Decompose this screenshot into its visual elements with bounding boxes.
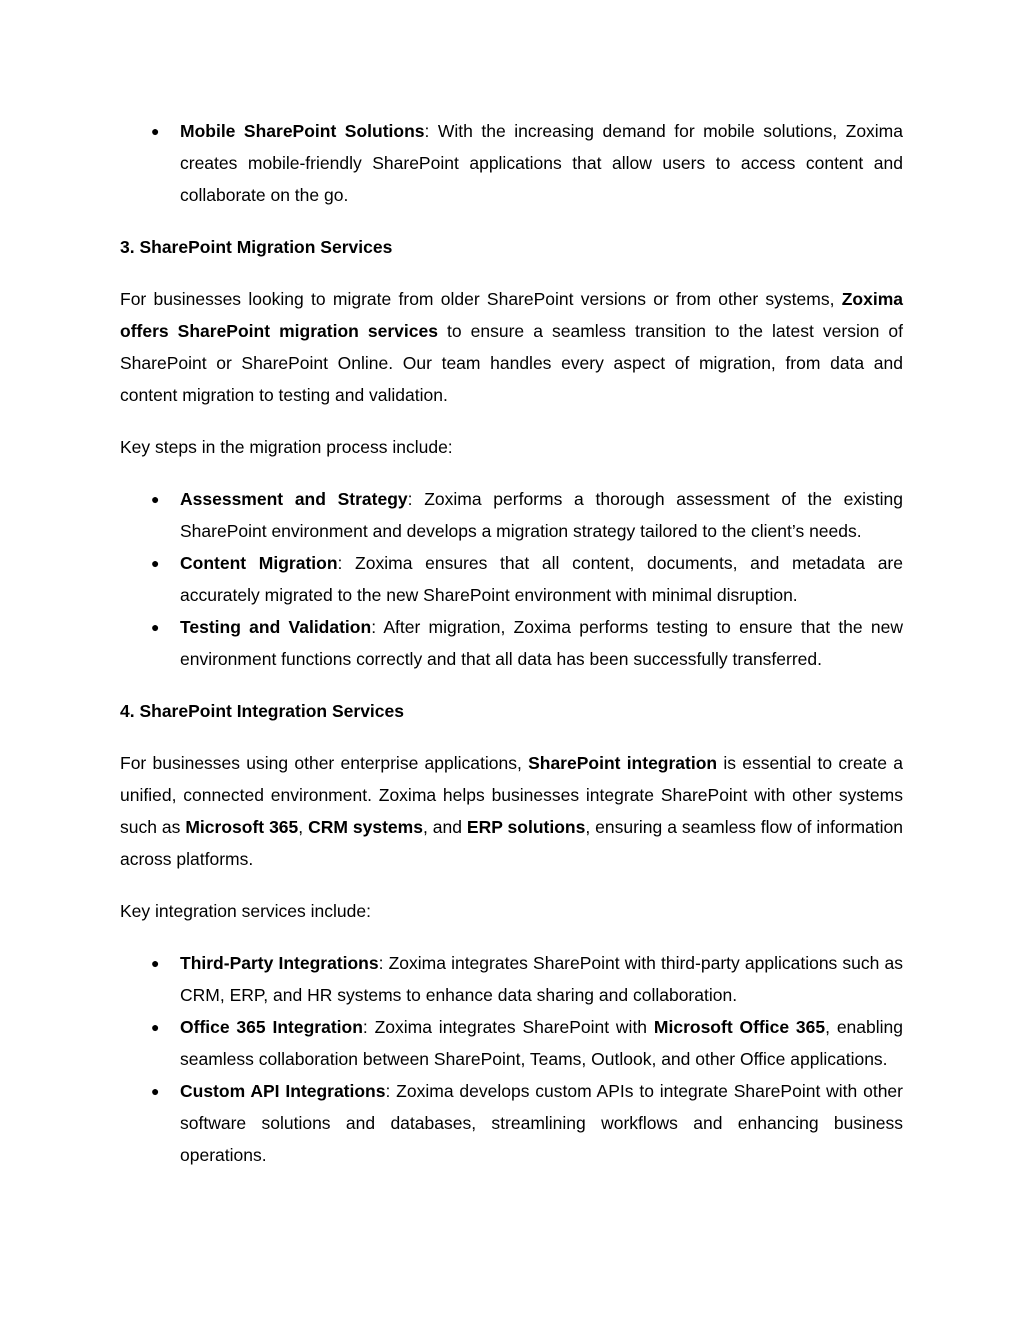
bullet-icon: ● — [151, 491, 160, 507]
paragraph-migration-intro — [120, 283, 903, 411]
paragraph-text: For businesses looking to migrate from older SharePoint versions or from other systems, — [120, 289, 842, 309]
migration-steps-list — [120, 483, 903, 675]
paragraph-bold-text: SharePoint integration — [528, 753, 718, 773]
bullet-icon: ● — [151, 619, 160, 635]
paragraph-integration-services-lead: Key integration services include: — [120, 901, 371, 921]
list-item-text: : Zoxima integrates SharePoint with third-party applications such as CRM, ERP, and HR systems to enhance data sharing and collaboration. — [180, 953, 903, 1005]
section-heading-migration: 3. SharePoint Migration Services — [120, 237, 393, 257]
list-item-bold-text: Microsoft Office 365 — [653, 1017, 826, 1037]
list-item-text: : After migration, Zoxima performs testing to ensure that the new environment functions correctly and that all data has been successfully transferred. — [180, 617, 903, 669]
paragraph-migration-steps-lead: Key steps in the migration process include: — [120, 437, 453, 457]
bullet-icon: ● — [151, 955, 160, 971]
list-item-text: : Zoxima integrates SharePoint with — [362, 1017, 654, 1037]
list-item-text: : Zoxima performs a thorough assessment of the existing SharePoint environment and develops a migration strategy tailored to the client’s needs. — [180, 489, 903, 541]
bullet-icon: ● — [151, 1083, 160, 1099]
list-item-term: Content Migration — [180, 553, 338, 573]
paragraph-text: , — [298, 817, 309, 837]
paragraph-text: , and — [422, 817, 467, 837]
integration-services-list — [120, 947, 903, 1171]
bullet-icon: ● — [151, 1019, 160, 1035]
list-item-mobile-sharepoint — [120, 115, 903, 211]
list-item-testing — [120, 611, 903, 675]
list-item-text: : Zoxima ensures that all content, documents, and metadata are accurately migrated to the new SharePoint environment with minimal disruption. — [180, 553, 903, 605]
list-item-term: Testing and Validation — [180, 617, 372, 637]
document-page — [120, 115, 903, 1171]
paragraph-text: to ensure a seamless transition to the latest version of SharePoint or SharePoint Online. Our team handles every aspect of migration, from data and content migration to testing and validation. — [120, 321, 903, 405]
list-item-term: Office 365 Integration — [180, 1017, 363, 1037]
paragraph-text: For businesses using other enterprise applications, — [120, 753, 529, 773]
mobile-list — [120, 115, 903, 211]
list-item-assessment — [120, 483, 903, 547]
list-item-custom-api — [120, 1075, 903, 1171]
paragraph-bold-text: Zoxima offers SharePoint migration services — [120, 289, 903, 341]
paragraph-bold-text: Microsoft 365 — [185, 817, 299, 837]
list-item-term: Assessment and Strategy — [180, 489, 408, 509]
bullet-icon: ● — [151, 555, 160, 571]
paragraph-integration-intro — [120, 747, 903, 875]
list-item-third-party — [120, 947, 903, 1011]
paragraph-text: is essential to create a unified, connected environment. Zoxima helps businesses integrate SharePoint with other systems such as — [120, 753, 904, 837]
list-item-text: : Zoxima develops custom APIs to integrate SharePoint with other software solutions and databases, streamlining workflows and enhancing business operations. — [180, 1081, 903, 1165]
paragraph-bold-text: CRM systems — [308, 817, 423, 837]
list-item-content-migration — [120, 547, 903, 611]
list-item-text: : With the increasing demand for mobile solutions, Zoxima creates mobile-friendly SharePoint applications that allow users to access content and collaborate on the go. — [180, 121, 903, 205]
paragraph-bold-text: ERP solutions — [466, 817, 586, 837]
section-heading-integration: 4. SharePoint Integration Services — [120, 701, 404, 721]
list-item-term: Third-Party Integrations — [180, 953, 379, 973]
list-item-office-365 — [120, 1011, 903, 1075]
bullet-icon: ● — [151, 123, 160, 139]
paragraph-text: , ensuring a seamless flow of information across platforms. — [120, 817, 903, 869]
list-item-text: , enabling seamless collaboration between SharePoint, Teams, Outlook, and other Office applications. — [180, 1017, 903, 1069]
list-item-term: Custom API Integrations — [180, 1081, 386, 1101]
list-item-term: Mobile SharePoint Solutions — [180, 121, 425, 141]
